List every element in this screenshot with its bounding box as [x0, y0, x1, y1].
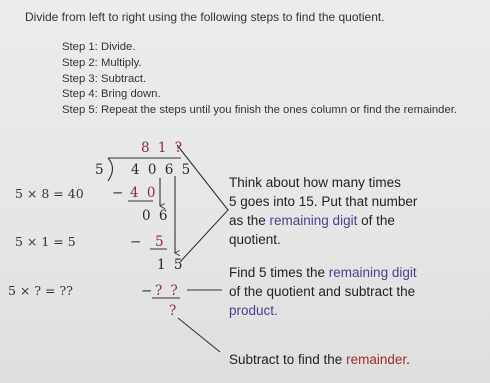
connector-line-2: [178, 318, 220, 352]
remainder-highlight: remainder: [346, 352, 407, 367]
step-2: Step 2: Multiply.: [62, 56, 142, 69]
subtrahend-2: 5: [155, 234, 166, 250]
note-subtract-text: Subtract to find the: [229, 352, 347, 367]
instruction-text: Divide from left to right using the following steps to find the quotient.: [25, 10, 385, 24]
minus-sign-2: −: [130, 234, 144, 250]
minus-sign-1: −: [112, 185, 126, 201]
division-bracket: [108, 158, 181, 181]
step-5: Step 5: Repeat the steps until you finish the ones column or find the remainder.: [62, 104, 457, 117]
pointer-chevron: [177, 145, 228, 262]
note-multiply-line-3: product.: [229, 303, 278, 318]
remainder-3: ?: [169, 303, 179, 319]
remaining-digit-highlight: remaining digit: [269, 213, 358, 228]
divisor: 5: [95, 162, 106, 178]
note-multiply-text: Find 5 times the: [229, 265, 329, 280]
step-1: Step 1: Divide.: [62, 41, 136, 53]
step-4: Step 4: Bring down.: [62, 88, 161, 101]
remainder-2: 1 5: [157, 257, 185, 273]
note-think-line-2: 5 goes into 15. Put that number: [229, 194, 418, 209]
equation-2: 5 × 1 = 5: [15, 234, 76, 249]
dividend: 4 0 6 5: [131, 162, 193, 178]
subtrahend-1: 4 0: [130, 185, 158, 201]
minus-sign-3: −: [141, 283, 155, 299]
subtrahend-3: ? ?: [155, 283, 180, 299]
note-think-line-4: quotient.: [229, 232, 281, 247]
note-multiply-line-2: of the quotient and subtract the: [229, 284, 416, 299]
remaining-digit-highlight-2: remaining digit: [328, 265, 417, 280]
equation-1: 5 × 8 = 40: [15, 186, 84, 201]
step-3: Step 3: Subtract.: [62, 72, 147, 85]
note-subtract-period: .: [406, 352, 410, 367]
note-think-text-end: of the: [357, 213, 395, 228]
note-think-line-1: Think about how many times: [229, 175, 401, 190]
quotient: 8 1 ?: [141, 140, 184, 156]
equation-3: 5 × ? = ??: [8, 283, 73, 298]
note-think-text: as the: [229, 213, 270, 228]
remainder-1: 0 6: [142, 208, 170, 224]
